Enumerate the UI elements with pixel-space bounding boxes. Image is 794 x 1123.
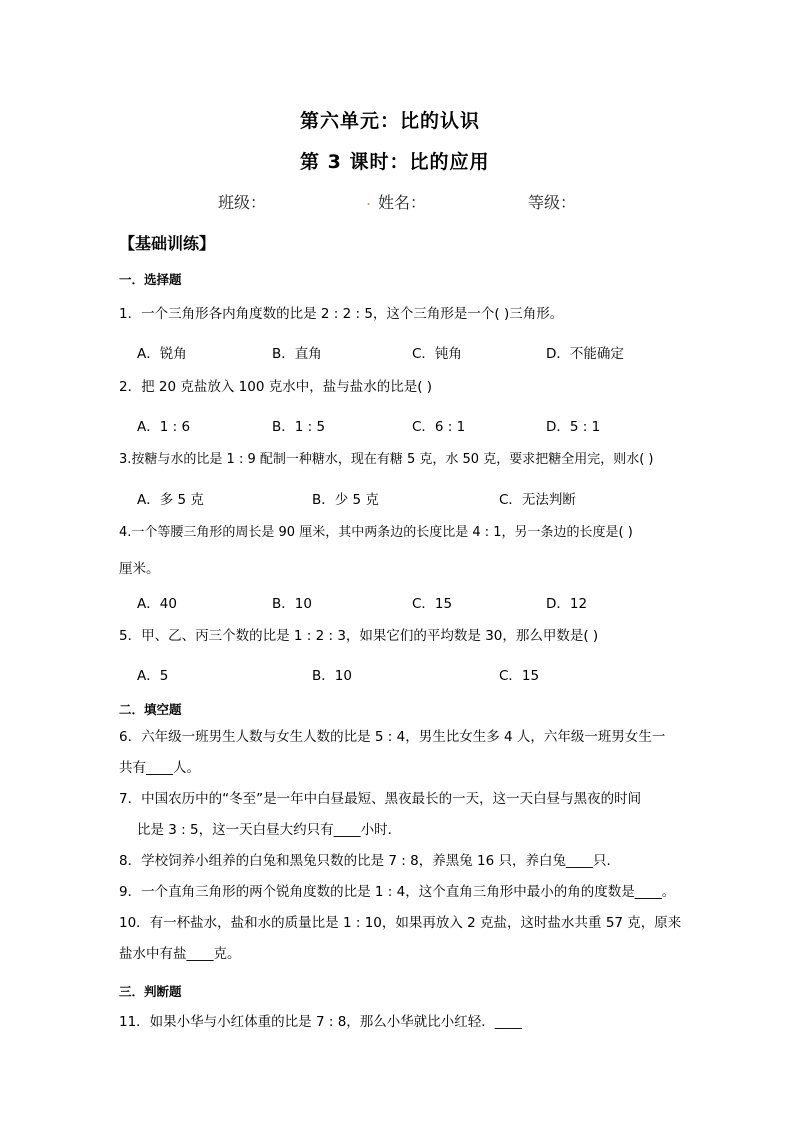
unit-title: 第六单元：比的认识: [300, 110, 481, 132]
q4-option-c: C．15: [412, 596, 453, 612]
q2-option-c: C．6 : 1: [412, 419, 466, 435]
q3-option-c: C．无法判断: [499, 492, 576, 508]
part-heading-choice: 一．选择题: [119, 272, 182, 287]
section-title: 【基础训练】: [119, 234, 216, 253]
part-heading-judge: 三．判断题: [119, 984, 182, 999]
q4-option-d: D．12: [546, 596, 588, 612]
question-7-line-2: 比是 3 : 5，这一天白昼大约只有____小时．: [137, 822, 402, 838]
q1-option-c: C．钝角: [412, 346, 462, 362]
q2-option-d: D．5 : 1: [546, 419, 601, 435]
lesson-title: 第 3 课时：比的应用: [300, 151, 490, 173]
question-9: 9．一个直角三角形的两个锐角度数的比是 1 : 4，这个直角三角形中最小的角的度数是____。: [119, 884, 676, 900]
name-label: 姓名：: [378, 193, 427, 212]
question-10-line-2: 盐水中有盐____克。: [119, 946, 241, 962]
q5-option-a: A．5: [137, 668, 169, 684]
q2-option-b: B．1 : 5: [272, 419, 326, 435]
q4-option-a: A．40: [137, 596, 177, 612]
part-heading-fill: 二．填空题: [119, 702, 182, 717]
question-4-line-2: 厘米。: [119, 561, 160, 577]
q3-option-a: A．多 5 克: [137, 492, 204, 508]
question-1: 1．一个三角形各内角度数的比是 2 : 2 : 5，这个三角形是一个( )三角形。: [119, 306, 564, 322]
q3-option-b: B．少 5 克: [312, 492, 379, 508]
class-label: 班级：: [218, 193, 267, 212]
question-10-line-1: 10．有一杯盐水，盐和水的质量比是 1 : 10，如果再放入 2 克盐，这时盐水共重 57 克，原来: [119, 915, 682, 931]
question-8: 8．学校饲养小组养的白兔和黑兔只数的比是 7 : 8，养黑兔 16 只，养白兔____只．: [119, 853, 620, 869]
grade-label: 等级：: [528, 193, 577, 212]
question-11: 11．如果小华与小红体重的比是 7 : 8，那么小华就比小红轻．____: [119, 1014, 522, 1030]
q1-option-a: A．锐角: [137, 346, 187, 362]
q1-option-b: B．直角: [272, 346, 322, 362]
question-2: 2．把 20 克盐放入 100 克水中，盐与盐水的比是( ): [119, 379, 433, 395]
q2-option-a: A．1 : 6: [137, 419, 191, 435]
q4-option-b: B．10: [272, 596, 312, 612]
question-7-line-1: 7．中国农历中的“冬至”是一年中白昼最短、黑夜最长的一天，这一天白昼与黑夜的时间: [119, 791, 642, 807]
q1-option-d: D．不能确定: [546, 346, 624, 362]
q5-option-b: B．10: [312, 668, 352, 684]
question-5: 5．甲、乙、丙三个数的比是 1 : 2 : 3，如果它们的平均数是 30，那么甲数是( ): [119, 628, 599, 644]
question-6-line-2: 共有____人。: [119, 760, 200, 776]
separator-dot: .: [366, 190, 372, 209]
question-3: 3.按糖与水的比是 1 : 9 配制一种糖水，现在有糖 5 克，水 50 克，要求把糖全用完，则水( ): [119, 452, 654, 467]
question-6-line-1: 6．六年级一班男生人数与女生人数的比是 5 : 4，男生比女生多 4 人，六年级一班男女生一: [119, 729, 666, 745]
question-4-line-1: 4.一个等腰三角形的周长是 90 厘米，其中两条边的长度比是 4 : 1，另一条边的长度是( ): [119, 525, 633, 540]
q5-option-c: C．15: [499, 668, 540, 684]
